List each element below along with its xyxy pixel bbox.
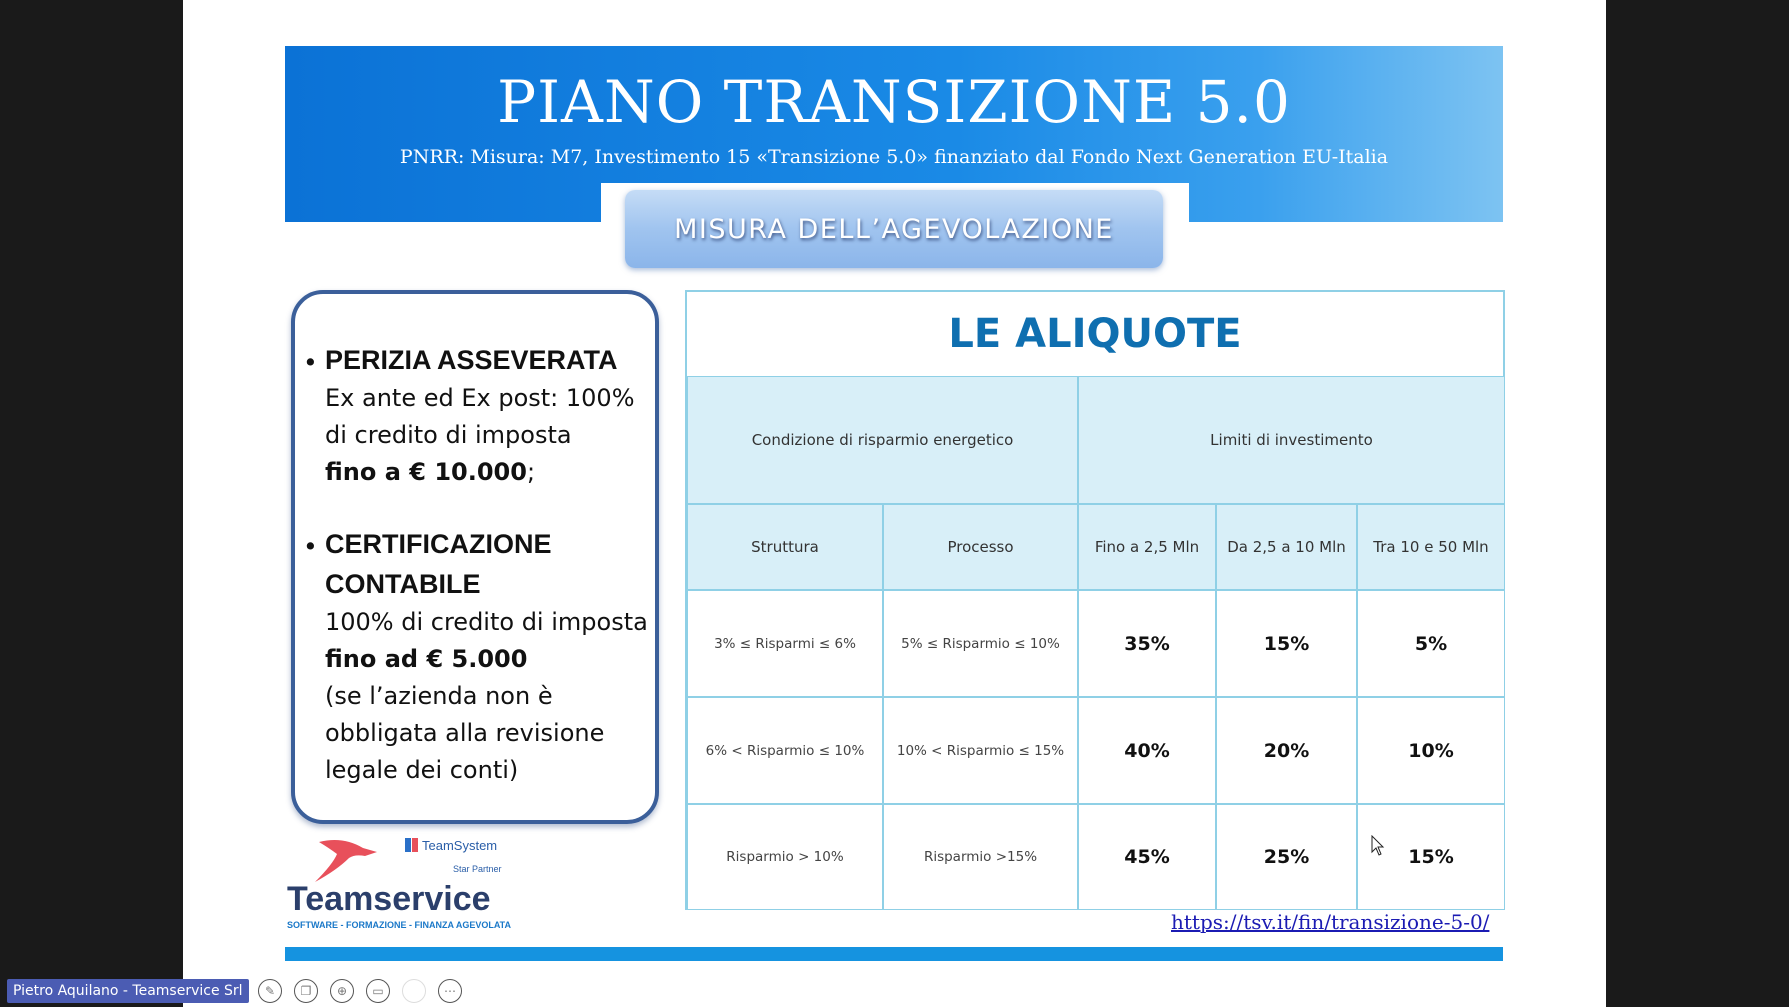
item-text: (se l’azienda non è [325, 682, 553, 710]
table-cell-rate: 5% [1357, 590, 1505, 697]
group-header-energy: Condizione di risparmio energetico [687, 376, 1078, 504]
footer-bar [285, 947, 1503, 961]
teamsystem-mark-icon [405, 838, 411, 852]
slide-subtitle: PNRR: Misura: M7, Investimento 15 «Transizione 5.0» finanziato dal Fondo Next Generation EU-Italia [399, 146, 1389, 168]
column-header-limit-1: Fino a 2,5 Mln [1078, 504, 1216, 590]
table-cell: 5% ≤ Risparmio ≤ 10% [883, 590, 1078, 697]
item-heading: CONTABILE [325, 569, 481, 599]
column-header-limit-3: Tra 10 e 50 Mln [1357, 504, 1505, 590]
mouse-cursor-icon [1371, 835, 1387, 857]
table-cell: Risparmio > 10% [687, 804, 883, 910]
transition-link[interactable]: https://tsv.it/fin/transizione-5-0/ [1171, 910, 1490, 934]
item-heading: PERIZIA ASSEVERATA [325, 345, 618, 375]
table-cell-rate: 35% [1078, 590, 1216, 697]
table-title: LE ALIQUOTE [948, 311, 1242, 357]
table-cell-rate: 20% [1216, 697, 1357, 804]
camera-icon[interactable]: ▶ [402, 979, 426, 1003]
item-heading: CERTIFICAZIONE [325, 529, 552, 559]
item-text: legale dei conti) [325, 756, 519, 784]
item-punctuation: ; [526, 458, 536, 486]
screen-icon[interactable]: ▭ [366, 979, 390, 1003]
logo-name: Teamservice [287, 880, 491, 918]
table-cell: 3% ≤ Risparmi ≤ 6% [687, 590, 883, 697]
slide-title: PIANO TRANSIZIONE 5.0 [497, 68, 1291, 136]
table-cell-rate: 45% [1078, 804, 1216, 910]
item-text [325, 454, 655, 491]
section-label [625, 190, 1163, 268]
presentation-slide [183, 0, 1606, 1007]
rates-table [685, 290, 1505, 910]
item-text: di credito di imposta [325, 421, 572, 449]
table-cell: Risparmio >15% [883, 804, 1078, 910]
requirements-box [291, 290, 659, 824]
table-cell-rate: 40% [1078, 697, 1216, 804]
presenter-name-badge: Pietro Aquilano - Teamservice Srl [7, 979, 249, 1003]
logo-graphic [285, 834, 515, 934]
teamsystem-subtitle: Star Partner [453, 864, 502, 874]
item-text: obbligata alla revisione [325, 719, 605, 747]
table-cell-rate: 15% [1216, 590, 1357, 697]
table-cell: 10% < Risparmio ≤ 15% [883, 697, 1078, 804]
column-header-struttura: Struttura [687, 504, 883, 590]
table-cell-rate: 10% [1357, 697, 1505, 804]
bullet-icon: • [303, 532, 318, 561]
item-emphasis: fino ad € 5.000 [325, 645, 528, 673]
section-label-text: MISURA DELL’AGEVOLAZIONE [674, 213, 1114, 245]
item-text: Ex ante ed Ex post: 100% [325, 384, 635, 412]
logo-tagline: SOFTWARE - FORMAZIONE - FINANZA AGEVOLATA [287, 920, 511, 930]
teamsystem-name: TeamSystem [422, 838, 498, 853]
table-cell-rate: 25% [1216, 804, 1357, 910]
pen-icon[interactable]: ✎ [258, 979, 282, 1003]
logo-bird-icon [315, 840, 377, 882]
bullet-icon: • [303, 348, 318, 377]
group-header-limits: Limiti di investimento [1078, 376, 1505, 504]
right-letterbox [1606, 0, 1789, 1007]
copy-icon[interactable]: ❐ [294, 979, 318, 1003]
left-letterbox [0, 0, 183, 1007]
item-text: 100% di credito di imposta [325, 608, 648, 636]
table-cell-rate: 15% [1357, 804, 1505, 910]
table-cell: 6% < Risparmio ≤ 10% [687, 697, 883, 804]
more-options-icon[interactable]: ⋯ [438, 979, 462, 1003]
column-header-processo: Processo [883, 504, 1078, 590]
item-emphasis: fino a € 10.000 [325, 458, 527, 486]
column-header-limit-2: Da 2,5 a 10 Mln [1216, 504, 1357, 590]
zoom-icon[interactable]: ⊕ [330, 979, 354, 1003]
teamservice-logo [285, 834, 515, 934]
